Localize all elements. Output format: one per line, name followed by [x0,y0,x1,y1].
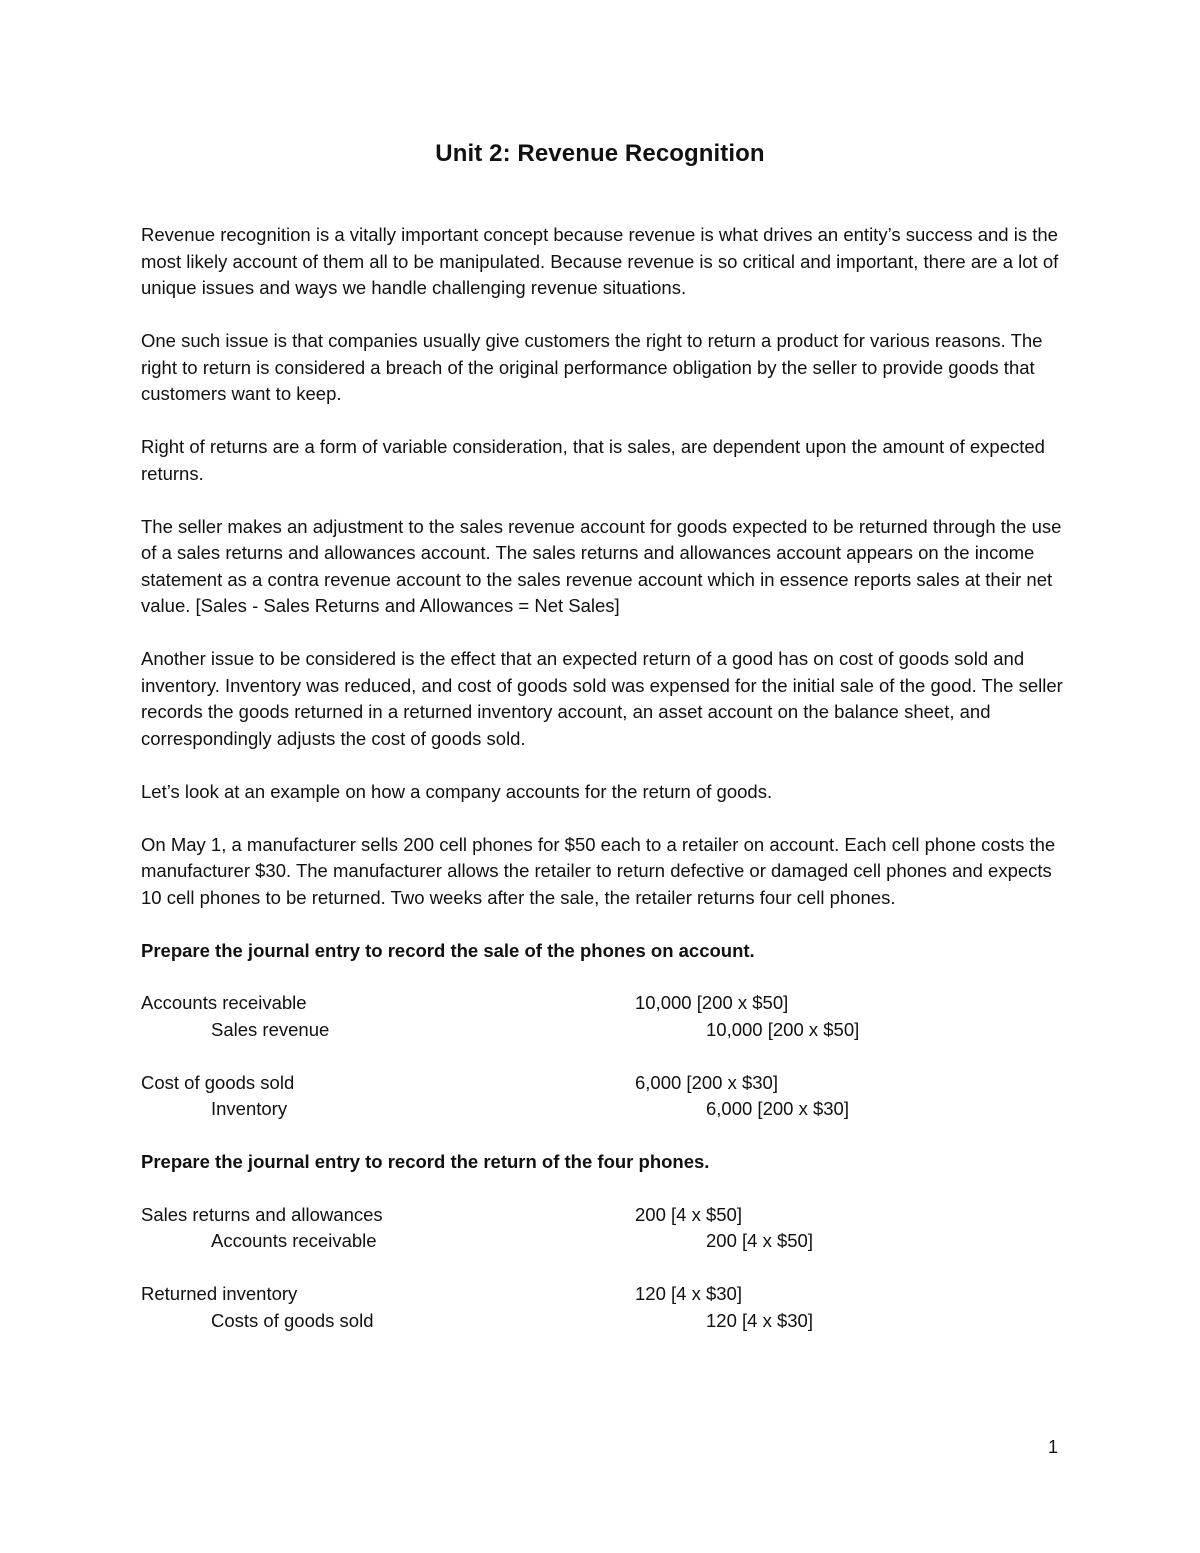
debit-account: Returned inventory [141,1283,298,1304]
journal-credit-row [141,1228,1066,1255]
credit-amount: 6,000 [200 x $30] [706,1098,849,1119]
credit-account: Costs of goods sold [211,1309,374,1331]
paragraph-inventory-effect: Another issue to be considered is the effect that an expected return of a good has on cost of goods sold and inventory. Inventory was reduced, and cost of goods sold was expensed for the initial sale of the good. The seller records the goods returned in a returned inventory account, an asset account on the balance sheet, and correspondingly adjusts the cost of goods sold. [141,648,1063,749]
section-heading-return: Prepare the journal entry to record the return of the four phones. [141,1151,710,1172]
credit-amount: 200 [4 x $50] [706,1230,813,1251]
journal-debit-row [141,1070,1066,1097]
debit-amount: 120 [4 x $30] [635,1283,742,1304]
credit-amount: 10,000 [200 x $50] [706,1018,860,1040]
debit-account: Accounts receivable [141,992,307,1013]
journal-credit-row [141,1096,1066,1123]
section-heading-sale: Prepare the journal entry to record the sale of the phones on account. [141,939,755,961]
credit-account: Inventory [211,1098,288,1119]
paragraph-intro: Revenue recognition is a vitally important concept because revenue is what drives an entity’s success and is the most likely account of them all to be manipulated. Because revenue is so critical and important, there are a lot of unique issues and ways we handle challenging revenue situations. [141,224,1059,298]
journal-credit-row [141,1017,1066,1044]
journal-credit-row [141,1308,1066,1335]
debit-amount: 10,000 [200 x $50] [635,992,789,1013]
paragraph-right-to-return: One such issue is that companies usually give customers the right to return a product for various reasons. The right to return is considered a breach of the original performance obligation by the seller to provide goods that customers want to keep. [141,330,1043,404]
debit-amount: 6,000 [200 x $30] [635,1071,778,1093]
debit-account: Sales returns and allowances [141,1203,383,1225]
journal-entry-sale [141,990,1066,1043]
journal-entry-cogs [141,1070,1066,1123]
debit-amount: 200 [4 x $50] [635,1203,742,1225]
journal-debit-row [141,1281,1066,1308]
journal-entry-returned-inventory [141,1281,1066,1334]
credit-amount: 120 [4 x $30] [706,1309,813,1331]
paragraph-sales-returns-account: The seller makes an adjustment to the sales revenue account for goods expected to be returned through the use of a sales returns and allowances account. The sales returns and allowances account appears on the income statement as a contra revenue account to the sales revenue account which in essence reports sales at their net value. [Sales - Sales Returns and Allowances = Net Sales] [141,515,1062,616]
journal-entry-return [141,1202,1066,1255]
paragraph-example-intro: Let’s look at an example on how a company accounts for the return of goods. [141,780,773,802]
debit-account: Cost of goods sold [141,1071,295,1093]
journal-debit-row [141,990,1066,1017]
paragraph-variable-consideration: Right of returns are a form of variable consideration, that is sales, are dependent upon the amount of expected returns. [141,436,1045,484]
credit-account: Accounts receivable [211,1230,377,1251]
paragraph-example-scenario: On May 1, a manufacturer sells 200 cell phones for $50 each to a retailer on account. Each cell phone costs the manufacturer $30. The manufacturer allows the retailer to return defective or damaged cell phones and expects 10 cell phones to be returned. Two weeks after the sale, the retailer returns four cell phones. [141,833,1056,908]
journal-debit-row [141,1202,1066,1229]
page-number: 1 [1047,1437,1058,1457]
credit-account: Sales revenue [211,1018,330,1040]
document-title: Unit 2: Revenue Recognition [435,140,765,167]
document-body [141,222,1066,1361]
